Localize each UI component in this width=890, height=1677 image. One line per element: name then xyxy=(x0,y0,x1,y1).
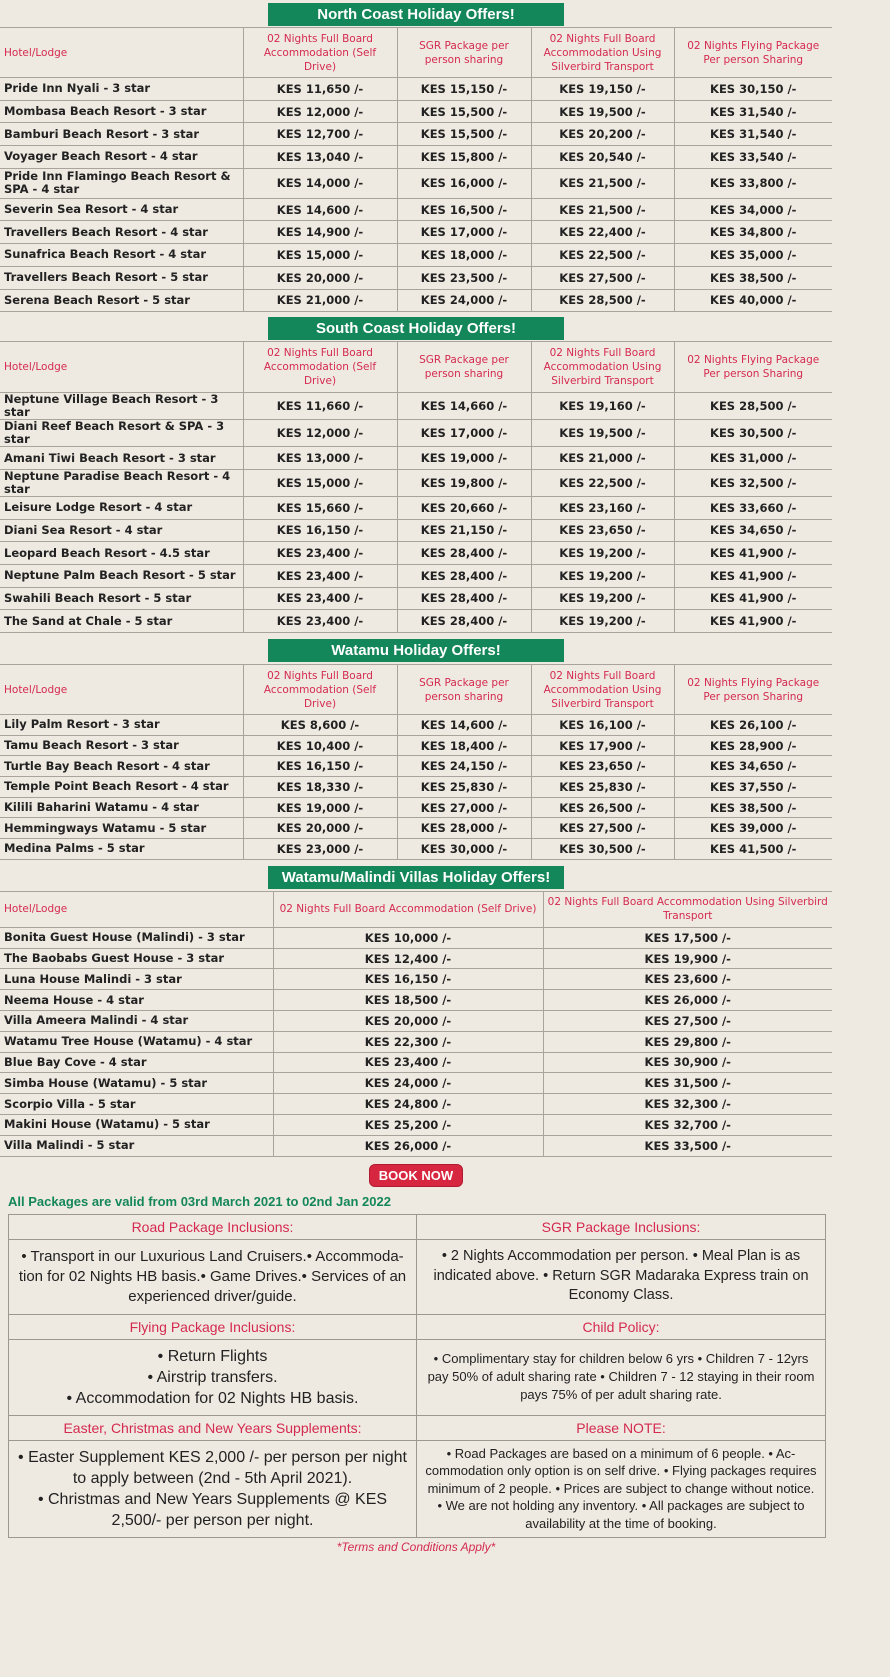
price-cell: KES 17,900 /- xyxy=(531,735,674,756)
hotel-column-header: Hotel/Lodge xyxy=(0,342,243,393)
price-cell: KES 18,400 /- xyxy=(397,735,531,756)
price-cell: KES 23,650 /- xyxy=(531,519,674,542)
supplements-body xyxy=(9,1440,417,1537)
price-cell: KES 30,900 /- xyxy=(543,1052,832,1073)
price-cell: KES 10,400 /- xyxy=(243,735,397,756)
table-row xyxy=(0,990,832,1011)
table-header-row xyxy=(0,28,832,78)
price-cell: KES 21,000 /- xyxy=(531,447,674,470)
price-cell: KES 34,000 /- xyxy=(674,198,832,221)
price-cell: KES 28,900 /- xyxy=(674,735,832,756)
package-info-table xyxy=(8,1214,826,1538)
price-cell: KES 14,600 /- xyxy=(397,715,531,736)
hotel-name-cell: Mombasa Beach Resort - 3 star xyxy=(0,100,243,123)
price-cell: KES 13,040 /- xyxy=(243,146,397,169)
price-cell: KES 23,400 /- xyxy=(243,610,397,633)
price-cell: KES 39,000 /- xyxy=(674,818,832,839)
price-cell: KES 18,330 /- xyxy=(243,777,397,798)
road-package-heading: Road Package Inclusions: xyxy=(9,1214,417,1239)
silverbird-column-header: 02 Nights Full Board Accommodation Using Silverbird Transport xyxy=(531,665,674,715)
hotel-name-cell: Swahili Beach Resort - 5 star xyxy=(0,587,243,610)
price-cell: KES 35,000 /- xyxy=(674,244,832,267)
table-row xyxy=(0,839,832,860)
price-cell: KES 28,500 /- xyxy=(531,289,674,312)
price-cell: KES 27,500 /- xyxy=(531,266,674,289)
price-cell: KES 15,150 /- xyxy=(397,78,531,101)
table-row xyxy=(0,1011,832,1032)
table-row xyxy=(0,797,832,818)
table-row xyxy=(0,1094,832,1115)
price-cell: KES 28,400 /- xyxy=(397,564,531,587)
price-cell: KES 14,660 /- xyxy=(397,393,531,420)
table-row xyxy=(0,289,832,312)
hotel-name-cell: Leopard Beach Resort - 4.5 star xyxy=(0,542,243,565)
price-cell: KES 23,160 /- xyxy=(531,496,674,519)
table-row xyxy=(0,927,832,948)
price-cell: KES 10,000 /- xyxy=(273,927,543,948)
villas-banner: Watamu/Malindi Villas Holiday Offers! xyxy=(268,866,564,889)
price-cell: KES 23,400 /- xyxy=(273,1052,543,1073)
supplement-item: • Christmas and New Years Supplements @ KES 2,500/- per person per night. xyxy=(37,1490,388,1529)
table-row xyxy=(0,969,832,990)
hotel-name-cell: Blue Bay Cove - 4 star xyxy=(0,1052,273,1073)
table-row xyxy=(0,146,832,169)
hotel-name-cell: Leisure Lodge Resort - 4 star xyxy=(0,496,243,519)
sgr-package-heading: SGR Package Inclusions: xyxy=(417,1214,826,1239)
hotel-name-cell: Travellers Beach Resort - 5 star xyxy=(0,266,243,289)
hotel-name-cell: Pride Inn Nyali - 3 star xyxy=(0,78,243,101)
price-cell: KES 19,500 /- xyxy=(531,420,674,447)
price-cell: KES 27,500 /- xyxy=(543,1011,832,1032)
price-cell: KES 19,150 /- xyxy=(531,78,674,101)
price-cell: KES 13,000 /- xyxy=(243,447,397,470)
price-cell: KES 24,800 /- xyxy=(273,1094,543,1115)
price-cell: KES 15,800 /- xyxy=(397,146,531,169)
price-cell: KES 20,540 /- xyxy=(531,146,674,169)
table-row xyxy=(0,542,832,565)
table-header-row xyxy=(0,665,832,715)
price-cell: KES 12,000 /- xyxy=(243,100,397,123)
price-cell: KES 26,100 /- xyxy=(674,715,832,736)
price-cell: KES 31,540 /- xyxy=(674,123,832,146)
price-cell: KES 30,500 /- xyxy=(531,839,674,860)
silverbird-column-header: 02 Nights Full Board Accommodation Using Silverbird Transport xyxy=(531,28,674,78)
price-cell: KES 32,300 /- xyxy=(543,1094,832,1115)
flying-item: • Accommodation for 02 Nights HB basis. xyxy=(66,1389,359,1407)
hotel-name-cell: Watamu Tree House (Watamu) - 4 star xyxy=(0,1031,273,1052)
price-cell: KES 16,150 /- xyxy=(243,519,397,542)
price-cell: KES 17,000 /- xyxy=(397,221,531,244)
price-cell: KES 15,500 /- xyxy=(397,123,531,146)
price-cell: KES 17,500 /- xyxy=(543,927,832,948)
price-cell: KES 25,830 /- xyxy=(531,777,674,798)
silverbird-column-header: 02 Nights Full Board Accommodation Using Silverbird Transport xyxy=(531,342,674,393)
please-note-heading: Please NOTE: xyxy=(417,1415,826,1440)
price-cell: KES 12,000 /- xyxy=(243,420,397,447)
self-drive-column-header: 02 Nights Full Board Accommodation (Self Drive) xyxy=(243,665,397,715)
sgr-column-header: SGR Package per person sharing xyxy=(397,665,531,715)
price-cell: KES 27,000 /- xyxy=(397,797,531,818)
south-coast-table xyxy=(0,341,832,633)
book-now-button[interactable]: BOOK NOW xyxy=(369,1164,463,1187)
price-cell: KES 23,600 /- xyxy=(543,969,832,990)
table-row xyxy=(0,715,832,736)
hotel-name-cell: Amani Tiwi Beach Resort - 3 star xyxy=(0,447,243,470)
hotel-name-cell: Makini House (Watamu) - 5 star xyxy=(0,1114,273,1135)
table-row xyxy=(0,610,832,633)
sgr-package-body: • 2 Nights Accommodation per person. • Meal Plan is as indicated above. • Return SGR Madaraka Express train on Economy Class. xyxy=(417,1239,826,1314)
hotel-name-cell: Tamu Beach Resort - 3 star xyxy=(0,735,243,756)
hotel-name-cell: Villa Malindi - 5 star xyxy=(0,1135,273,1156)
price-cell: KES 24,000 /- xyxy=(397,289,531,312)
table-row xyxy=(0,100,832,123)
hotel-name-cell: Travellers Beach Resort - 4 star xyxy=(0,221,243,244)
price-cell: KES 16,500 /- xyxy=(397,198,531,221)
self-drive-column-header: 02 Nights Full Board Accommodation (Self Drive) xyxy=(273,891,543,927)
north-coast-table xyxy=(0,27,832,312)
watamu-banner: Watamu Holiday Offers! xyxy=(268,639,564,662)
price-cell: KES 28,500 /- xyxy=(674,393,832,420)
hotel-column-header: Hotel/Lodge xyxy=(0,28,243,78)
flying-column-header: 02 Nights Flying Package Per person Sharing xyxy=(674,28,832,78)
hotel-name-cell: Simba House (Watamu) - 5 star xyxy=(0,1073,273,1094)
sgr-column-header: SGR Package per person sharing xyxy=(397,28,531,78)
price-cell: KES 41,900 /- xyxy=(674,564,832,587)
hotel-name-cell: Villa Ameera Malindi - 4 star xyxy=(0,1011,273,1032)
price-cell: KES 25,830 /- xyxy=(397,777,531,798)
flying-item: • Airstrip transfers. xyxy=(147,1368,278,1386)
price-cell: KES 34,650 /- xyxy=(674,756,832,777)
north-coast-banner: North Coast Holiday Offers! xyxy=(268,3,564,26)
sgr-column-header: SGR Package per person sharing xyxy=(397,342,531,393)
table-row xyxy=(0,266,832,289)
table-row xyxy=(0,564,832,587)
price-cell: KES 19,200 /- xyxy=(531,564,674,587)
hotel-name-cell: Diani Reef Beach Resort & SPA - 3 star xyxy=(0,420,243,447)
price-cell: KES 30,150 /- xyxy=(674,78,832,101)
flying-item: • Return Flights xyxy=(157,1347,268,1365)
table-row xyxy=(0,244,832,267)
price-cell: KES 15,500 /- xyxy=(397,100,531,123)
price-cell: KES 18,500 /- xyxy=(273,990,543,1011)
hotel-name-cell: Neptune Palm Beach Resort - 5 star xyxy=(0,564,243,587)
self-drive-column-header: 02 Nights Full Board Accommodation (Self Drive) xyxy=(243,28,397,78)
silverbird-column-header: 02 Nights Full Board Accommodation Using Silverbird Transport xyxy=(543,891,832,927)
price-cell: KES 30,000 /- xyxy=(397,839,531,860)
price-cell: KES 14,600 /- xyxy=(243,198,397,221)
price-cell: KES 33,800 /- xyxy=(674,168,832,198)
table-row xyxy=(0,198,832,221)
flying-column-header: 02 Nights Flying Package Per person Sharing xyxy=(674,342,832,393)
hotel-name-cell: Voyager Beach Resort - 4 star xyxy=(0,146,243,169)
price-cell: KES 16,000 /- xyxy=(397,168,531,198)
price-cell: KES 20,000 /- xyxy=(243,818,397,839)
price-cell: KES 22,300 /- xyxy=(273,1031,543,1052)
please-note-body: • Road Packages are based on a minimum of 6 people. • Ac-commodation only option is on self drive. • Flying packages requires minimum of 2 people. • Prices are subject to change without notice. • We are not holding any inventory. • All packages are subject to availability at the time of booking. xyxy=(417,1440,826,1537)
table-row xyxy=(0,735,832,756)
price-cell: KES 19,800 /- xyxy=(397,469,531,496)
price-cell: KES 22,500 /- xyxy=(531,244,674,267)
price-cell: KES 23,000 /- xyxy=(243,839,397,860)
price-cell: KES 20,000 /- xyxy=(273,1011,543,1032)
price-cell: KES 41,500 /- xyxy=(674,839,832,860)
table-row xyxy=(0,469,832,496)
price-cell: KES 24,150 /- xyxy=(397,756,531,777)
price-cell: KES 19,160 /- xyxy=(531,393,674,420)
price-cell: KES 33,500 /- xyxy=(543,1135,832,1156)
price-cell: KES 23,400 /- xyxy=(243,564,397,587)
price-cell: KES 28,400 /- xyxy=(397,542,531,565)
price-cell: KES 20,200 /- xyxy=(531,123,674,146)
price-cell: KES 19,900 /- xyxy=(543,948,832,969)
price-cell: KES 41,900 /- xyxy=(674,542,832,565)
price-cell: KES 41,900 /- xyxy=(674,610,832,633)
price-cell: KES 23,650 /- xyxy=(531,756,674,777)
price-cell: KES 15,000 /- xyxy=(243,469,397,496)
hotel-name-cell: Sunafrica Beach Resort - 4 star xyxy=(0,244,243,267)
price-cell: KES 21,150 /- xyxy=(397,519,531,542)
child-policy-heading: Child Policy: xyxy=(417,1314,826,1339)
hotel-name-cell: Hemmingways Watamu - 5 star xyxy=(0,818,243,839)
hotel-name-cell: Luna House Malindi - 3 star xyxy=(0,969,273,990)
price-cell: KES 23,400 /- xyxy=(243,587,397,610)
hotel-name-cell: Kilili Baharini Watamu - 4 star xyxy=(0,797,243,818)
price-cell: KES 34,800 /- xyxy=(674,221,832,244)
hotel-name-cell: Serena Beach Resort - 5 star xyxy=(0,289,243,312)
hotel-name-cell: Neptune Paradise Beach Resort - 4 star xyxy=(0,469,243,496)
price-cell: KES 32,500 /- xyxy=(674,469,832,496)
price-cell: KES 28,400 /- xyxy=(397,610,531,633)
price-cell: KES 19,200 /- xyxy=(531,587,674,610)
price-cell: KES 16,150 /- xyxy=(273,969,543,990)
terms-conditions: *Terms and Conditions Apply* xyxy=(336,1539,496,1554)
hotel-name-cell: Neptune Village Beach Resort - 3 star xyxy=(0,393,243,420)
table-row xyxy=(0,1114,832,1135)
price-cell: KES 40,000 /- xyxy=(674,289,832,312)
table-row xyxy=(0,818,832,839)
price-cell: KES 16,150 /- xyxy=(243,756,397,777)
book-now-wrap xyxy=(0,1164,832,1186)
table-row xyxy=(0,777,832,798)
supplement-item: • Easter Supplement KES 2,000 /- per person per night to apply between (2nd - 5th April 2021). xyxy=(18,1448,407,1487)
table-row xyxy=(0,420,832,447)
price-cell: KES 31,000 /- xyxy=(674,447,832,470)
table-row xyxy=(0,168,832,198)
price-cell: KES 38,500 /- xyxy=(674,797,832,818)
table-row xyxy=(0,1135,832,1156)
price-cell: KES 29,800 /- xyxy=(543,1031,832,1052)
price-cell: KES 19,200 /- xyxy=(531,542,674,565)
hotel-column-header: Hotel/Lodge xyxy=(0,665,243,715)
price-cell: KES 17,000 /- xyxy=(397,420,531,447)
hotel-name-cell: Turtle Bay Beach Resort - 4 star xyxy=(0,756,243,777)
validity-notice: All Packages are valid from 03rd March 2021 to 02nd Jan 2022 xyxy=(8,1193,391,1209)
price-cell: KES 19,000 /- xyxy=(397,447,531,470)
price-cell: KES 20,000 /- xyxy=(243,266,397,289)
price-cell: KES 24,000 /- xyxy=(273,1073,543,1094)
price-cell: KES 11,650 /- xyxy=(243,78,397,101)
table-row xyxy=(0,496,832,519)
price-cell: KES 19,000 /- xyxy=(243,797,397,818)
price-cell: KES 21,500 /- xyxy=(531,198,674,221)
table-row xyxy=(0,123,832,146)
hotel-name-cell: Lily Palm Resort - 3 star xyxy=(0,715,243,736)
price-cell: KES 37,550 /- xyxy=(674,777,832,798)
hotel-name-cell: Scorpio Villa - 5 star xyxy=(0,1094,273,1115)
price-cell: KES 19,200 /- xyxy=(531,610,674,633)
flying-column-header: 02 Nights Flying Package Per person Sharing xyxy=(674,665,832,715)
child-policy-body: • Complimentary stay for children below 6 yrs • Children 7 - 12yrs pay 50% of adult sharing rate • Children 7 - 12 staying in their room pays 75% of per adult sharing rate. xyxy=(417,1339,826,1415)
price-cell: KES 28,400 /- xyxy=(397,587,531,610)
price-cell: KES 16,100 /- xyxy=(531,715,674,736)
price-cell: KES 15,000 /- xyxy=(243,244,397,267)
price-cell: KES 34,650 /- xyxy=(674,519,832,542)
villas-table xyxy=(0,891,832,1157)
price-cell: KES 26,500 /- xyxy=(531,797,674,818)
hotel-name-cell: Bamburi Beach Resort - 3 star xyxy=(0,123,243,146)
table-row xyxy=(0,393,832,420)
price-cell: KES 12,700 /- xyxy=(243,123,397,146)
price-cell: KES 23,500 /- xyxy=(397,266,531,289)
hotel-column-header: Hotel/Lodge xyxy=(0,891,273,927)
hotel-name-cell: Bonita Guest House (Malindi) - 3 star xyxy=(0,927,273,948)
table-row xyxy=(0,1052,832,1073)
hotel-name-cell: Pride Inn Flamingo Beach Resort & SPA - 4 star xyxy=(0,168,243,198)
hotel-name-cell: Diani Sea Resort - 4 star xyxy=(0,519,243,542)
self-drive-column-header: 02 Nights Full Board Accommodation (Self Drive) xyxy=(243,342,397,393)
table-header-row xyxy=(0,342,832,393)
price-cell: KES 22,400 /- xyxy=(531,221,674,244)
hotel-name-cell: Severin Sea Resort - 4 star xyxy=(0,198,243,221)
table-row xyxy=(0,519,832,542)
price-cell: KES 22,500 /- xyxy=(531,469,674,496)
table-row xyxy=(0,1031,832,1052)
table-header-row xyxy=(0,891,832,927)
south-coast-banner: South Coast Holiday Offers! xyxy=(268,317,564,340)
hotel-name-cell: Temple Point Beach Resort - 4 star xyxy=(0,777,243,798)
price-cell: KES 26,000 /- xyxy=(273,1135,543,1156)
price-cell: KES 14,000 /- xyxy=(243,168,397,198)
table-row xyxy=(0,756,832,777)
price-cell: KES 33,540 /- xyxy=(674,146,832,169)
hotel-name-cell: Medina Palms - 5 star xyxy=(0,839,243,860)
price-cell: KES 25,200 /- xyxy=(273,1114,543,1135)
price-cell: KES 27,500 /- xyxy=(531,818,674,839)
price-cell: KES 31,540 /- xyxy=(674,100,832,123)
price-cell: KES 28,000 /- xyxy=(397,818,531,839)
price-cell: KES 20,660 /- xyxy=(397,496,531,519)
price-cell: KES 15,660 /- xyxy=(243,496,397,519)
hotel-name-cell: Neema House - 4 star xyxy=(0,990,273,1011)
table-row xyxy=(0,948,832,969)
price-cell: KES 18,000 /- xyxy=(397,244,531,267)
price-cell: KES 19,500 /- xyxy=(531,100,674,123)
price-cell: KES 31,500 /- xyxy=(543,1073,832,1094)
price-cell: KES 41,900 /- xyxy=(674,587,832,610)
flying-package-heading: Flying Package Inclusions: xyxy=(9,1314,417,1339)
road-package-body: • Transport in our Luxurious Land Cruisers.• Accommoda-tion for 02 Nights HB basis.• Game Drives.• Services of an experienced driver/guide. xyxy=(9,1239,417,1314)
price-cell: KES 32,700 /- xyxy=(543,1114,832,1135)
price-cell: KES 14,900 /- xyxy=(243,221,397,244)
price-cell: KES 8,600 /- xyxy=(243,715,397,736)
price-cell: KES 21,000 /- xyxy=(243,289,397,312)
table-row xyxy=(0,587,832,610)
table-row xyxy=(0,447,832,470)
price-cell: KES 23,400 /- xyxy=(243,542,397,565)
hotel-name-cell: The Baobabs Guest House - 3 star xyxy=(0,948,273,969)
price-cell: KES 38,500 /- xyxy=(674,266,832,289)
watamu-table xyxy=(0,664,832,860)
table-row xyxy=(0,78,832,101)
supplements-heading: Easter, Christmas and New Years Supplements: xyxy=(9,1415,417,1440)
price-cell: KES 21,500 /- xyxy=(531,168,674,198)
price-cell: KES 30,500 /- xyxy=(674,420,832,447)
price-cell: KES 12,400 /- xyxy=(273,948,543,969)
table-row xyxy=(0,221,832,244)
hotel-name-cell: The Sand at Chale - 5 star xyxy=(0,610,243,633)
price-cell: KES 11,660 /- xyxy=(243,393,397,420)
flying-package-body xyxy=(9,1339,417,1415)
price-cell: KES 33,660 /- xyxy=(674,496,832,519)
table-row xyxy=(0,1073,832,1094)
price-cell: KES 26,000 /- xyxy=(543,990,832,1011)
